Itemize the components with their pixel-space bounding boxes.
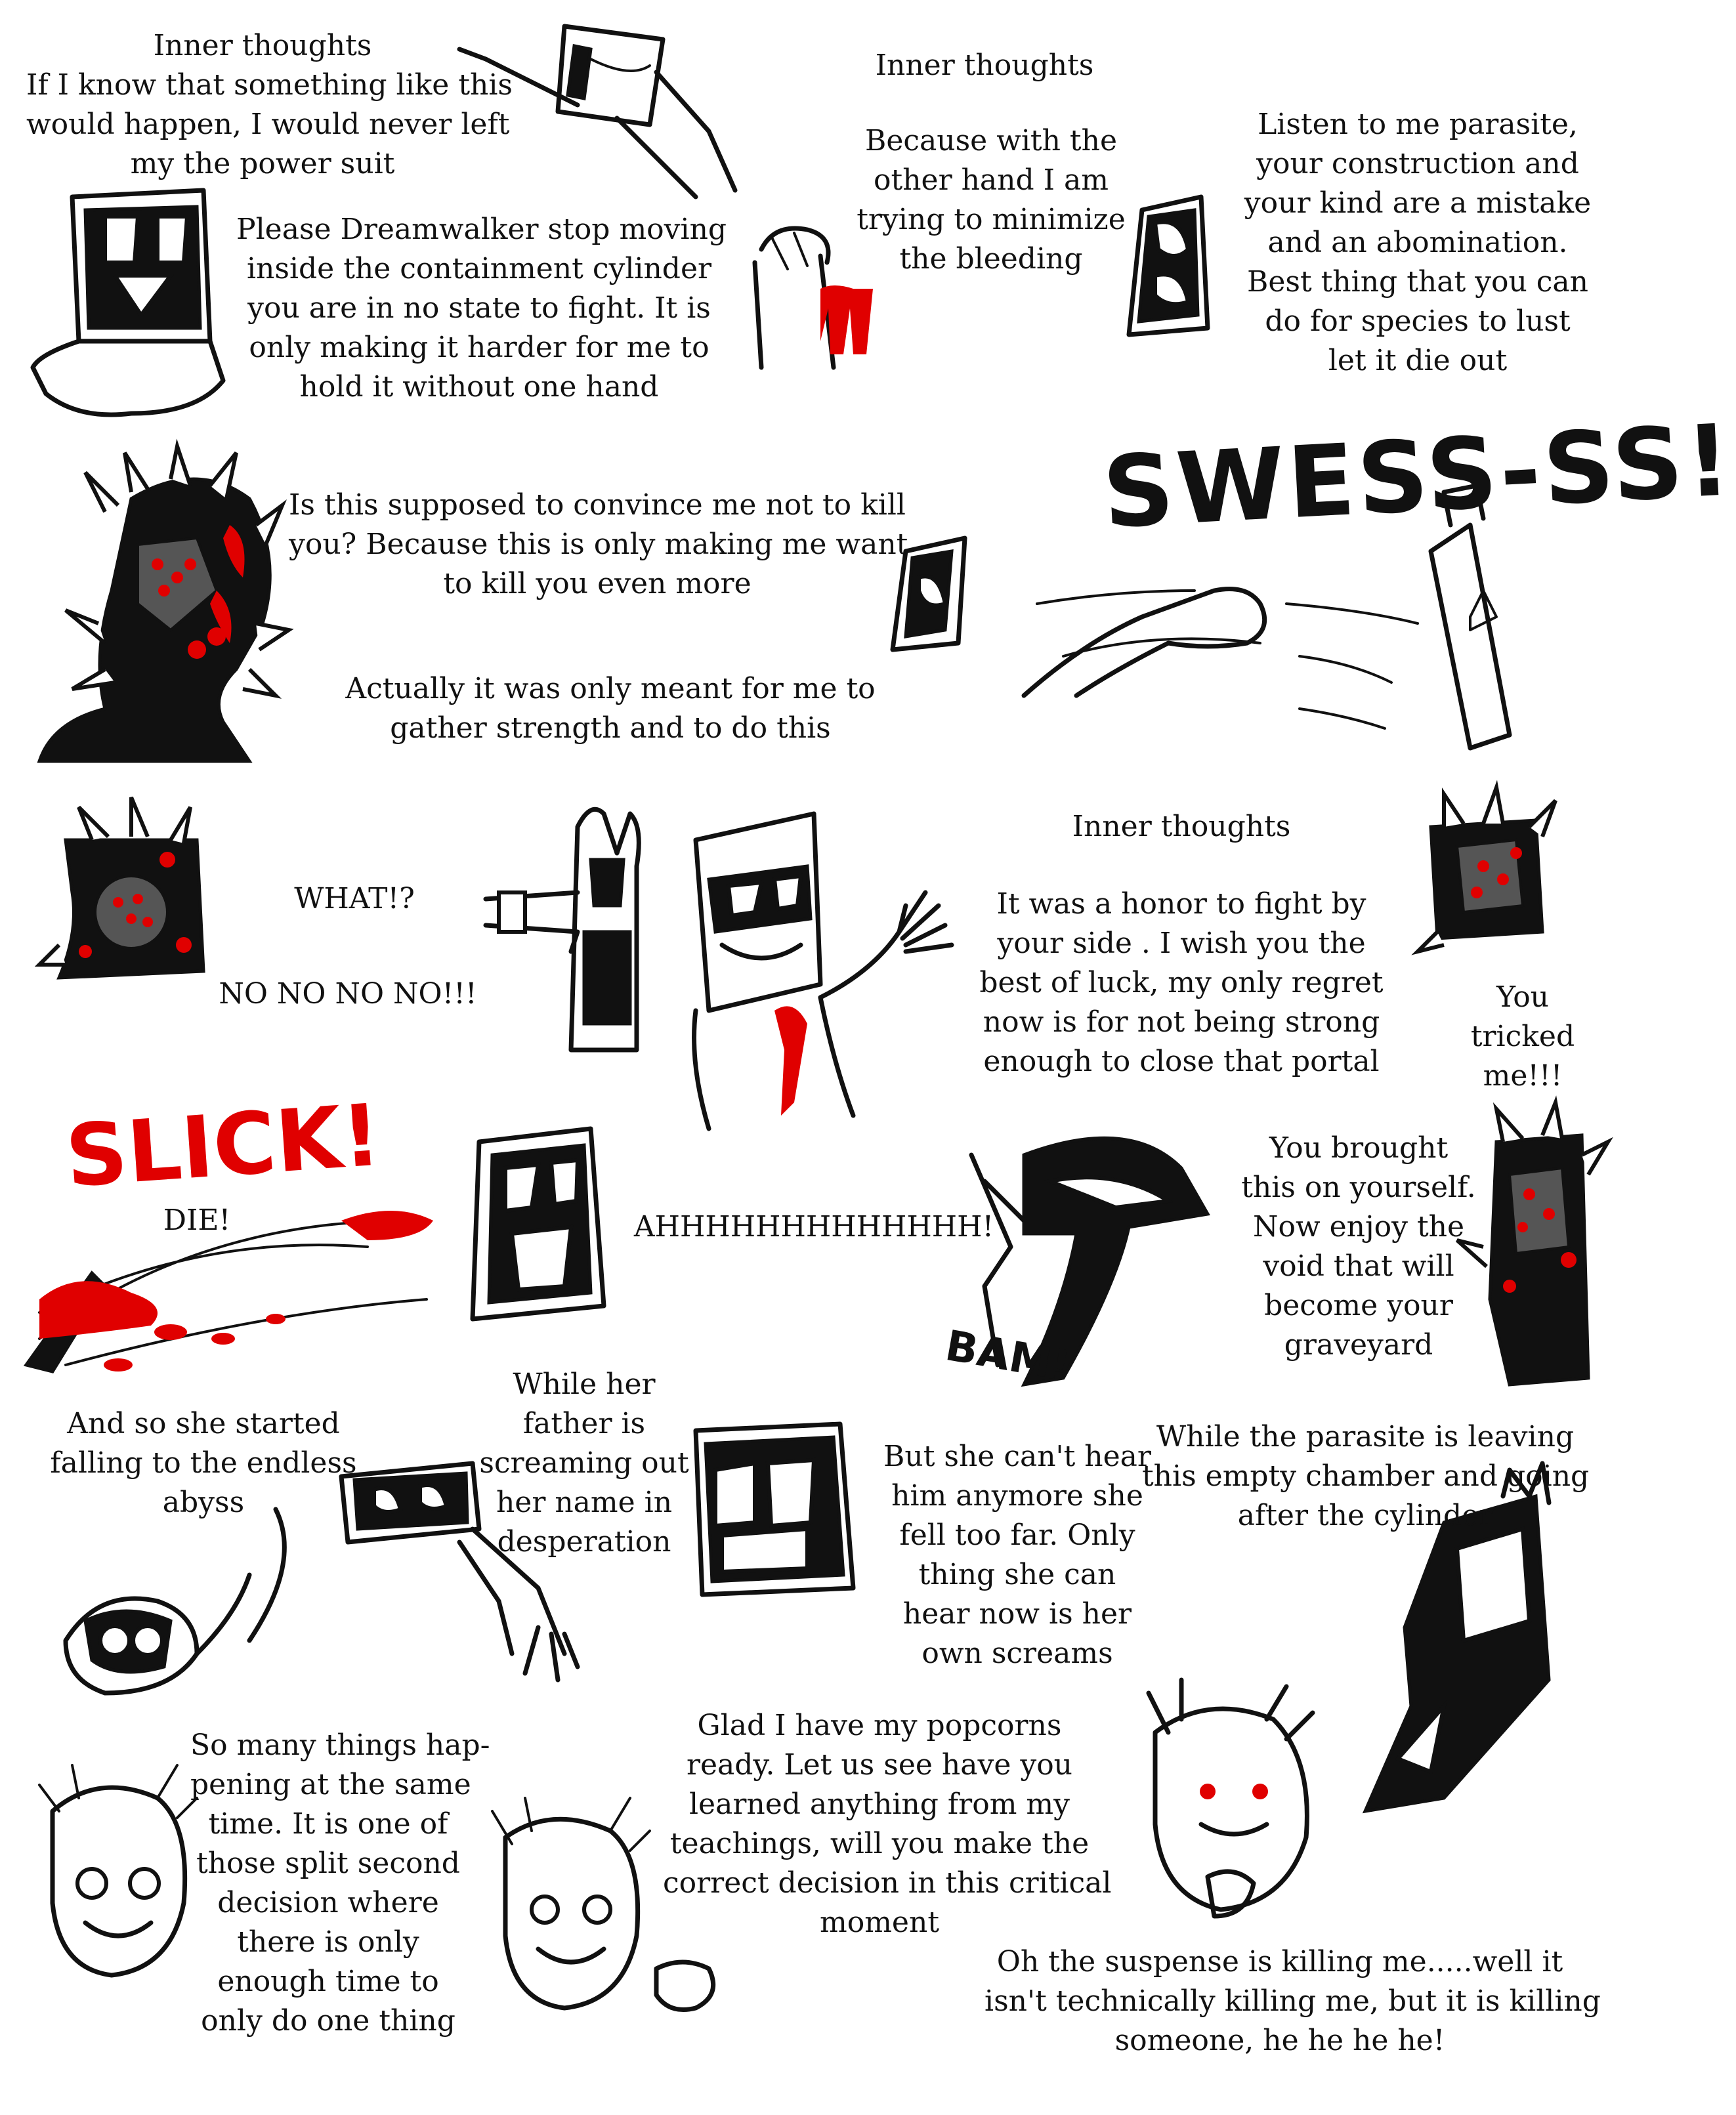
caption-line: WHAT!? [294, 882, 415, 915]
caption-line: DIE! [163, 1204, 231, 1237]
caption-line: do for species to lust [1265, 304, 1571, 338]
caption-line: you? Because this is only making me want [289, 528, 908, 561]
caption-line: after the cylinder [1237, 1499, 1493, 1532]
caption-line: AHHHHHHHHHHHHH! [633, 1210, 994, 1244]
caption-line: her name in [496, 1486, 673, 1519]
caption-so-many-things [190, 1726, 490, 2041]
caption-line: falling to the endless [50, 1446, 357, 1480]
caption-started-falling [46, 1404, 361, 1522]
caption-line: Inner thoughts [875, 49, 1094, 82]
caption-line: own screams [921, 1637, 1113, 1670]
caption-line: and an abomination. [1267, 226, 1568, 259]
caption-convince-me [289, 486, 906, 604]
caption-line: You brought [1269, 1131, 1449, 1165]
caption-line: inside the containment cylinder [246, 252, 712, 285]
caption-line: him anymore she [891, 1479, 1143, 1513]
caption-line: correct decision in this critical [663, 1866, 1112, 1900]
caption-line: there is only [237, 1925, 419, 1959]
caption-line: screaming out [479, 1446, 689, 1480]
caption-line: the bleeding [899, 242, 1083, 276]
caption-other-hand [853, 121, 1129, 279]
caption-line: Actually it was only meant for me to [345, 672, 876, 705]
caption-line: NO NO NO NO!!! [219, 977, 477, 1011]
caption-father-screaming [473, 1365, 696, 1562]
ghost-head-top-left [33, 190, 223, 415]
caption-line: this empty chamber and going [1142, 1459, 1590, 1493]
caption-no-no-no [210, 974, 486, 1014]
caption-line: hold it without one hand [299, 370, 659, 404]
sfx-swess: SWESS-SS! [1100, 403, 1736, 551]
caption-brought-this [1227, 1129, 1490, 1365]
caption-listen-parasite [1234, 105, 1601, 381]
caption-line: Best thing that you can [1246, 265, 1588, 299]
caption-honor-to-fight [971, 885, 1391, 1081]
caption-line: teachings, will you make the [669, 1827, 1090, 1860]
caption-line: only making it harder for me to [249, 331, 709, 364]
sfx-bam: BAM! [942, 1321, 1074, 1392]
ghost-face-profile [1129, 197, 1208, 335]
ghost-waving-wounded [694, 814, 952, 1129]
caption-line: your construction and [1256, 147, 1579, 180]
caption-line: While the parasite is leaving [1156, 1420, 1575, 1454]
caption-popcorns [663, 1706, 1112, 1942]
caption-line: Inner thoughts [153, 29, 372, 62]
caption-line: father is [522, 1407, 646, 1440]
ghost-screaming [473, 1129, 604, 1319]
caption-what [249, 879, 459, 919]
devil-girl-red-eyes [1149, 1680, 1313, 1916]
caption-line: to kill you even more [443, 567, 752, 600]
caption-line: While her [513, 1368, 656, 1401]
caption-line: void that will [1263, 1249, 1454, 1283]
caption-suspense [984, 1942, 1601, 2061]
caption-line: enough to close that portal [983, 1045, 1380, 1078]
caption-line: It was a honor to fight by [996, 887, 1366, 921]
caption-line: become your [1264, 1289, 1453, 1322]
caption-line: let it die out [1328, 344, 1508, 377]
caption-line: You [1496, 980, 1550, 1014]
caption-you-tricked-me [1444, 978, 1601, 1096]
caption-line: this on yourself. [1241, 1171, 1476, 1204]
caption-line: hear now is her [902, 1597, 1132, 1631]
caption-line: someone, he he he he! [1114, 2024, 1445, 2057]
caption-line: me!!! [1483, 1059, 1563, 1093]
caption-line: Glad I have my popcorns [697, 1709, 1062, 1742]
caption-line: moment [820, 1906, 939, 1939]
caption-line: pening at the same [190, 1768, 471, 1801]
caption-line: would happen, I would never left [26, 108, 510, 141]
caption-line: If I know that something like this [26, 68, 513, 102]
caption-line: fell too far. Only [899, 1518, 1135, 1552]
grinning-girl-left [39, 1765, 197, 1975]
caption-line: gather strength and to do this [390, 711, 831, 745]
caption-line: isn't technically killing me, but it is killing [984, 1984, 1601, 2018]
caption-line: And so she started [67, 1407, 340, 1440]
caption-line: abyss [162, 1486, 245, 1519]
caption-line: other hand I am [874, 163, 1109, 197]
caption-line: Is this supposed to convince me not to kill [289, 488, 906, 522]
falling-girl [66, 1509, 284, 1693]
flaming-cylinder [486, 809, 639, 1050]
caption-line: ready. Let us see have you [686, 1748, 1073, 1782]
caption-inner-thoughts-1 [26, 26, 513, 184]
caption-line: enough time to [217, 1965, 439, 1998]
caption-line: thing she can [918, 1558, 1116, 1591]
caption-line: best of luck, my only regret [979, 966, 1384, 999]
caption-inner-thoughts-2 [853, 46, 1116, 85]
caption-line: now is for not being strong [983, 1005, 1380, 1039]
caption-ahhh [617, 1207, 1011, 1247]
caption-die [131, 1201, 263, 1240]
caption-line: you are in no state to fight. It is [247, 291, 711, 325]
parasite-closeup-eye [39, 797, 203, 978]
caption-please-dreamwalker [236, 210, 727, 407]
caption-line: your kind are a mistake [1244, 186, 1592, 220]
caption-line: So many things hap- [190, 1728, 490, 1762]
caption-line: desperation [497, 1525, 671, 1559]
caption-line: graveyard [1284, 1328, 1433, 1362]
sfx-slick: SLICK! [62, 1085, 384, 1207]
caption-line: Inner thoughts [1072, 810, 1291, 843]
falling-cylinder-face [696, 1424, 853, 1595]
caption-line: Because with the [865, 124, 1117, 157]
caption-line: time. It is one of [208, 1807, 448, 1841]
caption-line: decision where [217, 1886, 439, 1919]
caption-line: Now enjoy the [1252, 1210, 1465, 1244]
caption-line: tricked [1470, 1020, 1575, 1053]
caption-line: Oh the suspense is killing me.....well it [996, 1945, 1563, 1979]
caption-line: learned anything from my [688, 1788, 1070, 1821]
caption-parasite-leaving [1142, 1417, 1588, 1536]
caption-gather-strength [341, 669, 879, 748]
caption-line: those split second [196, 1847, 460, 1880]
caption-line: your side . I wish you the [997, 927, 1366, 960]
caption-line: But she can't hear [883, 1440, 1151, 1473]
caption-cant-hear [873, 1437, 1162, 1673]
parasite-angry-right [1418, 787, 1556, 952]
caption-inner-thoughts-3 [1050, 807, 1313, 847]
caption-line: trying to minimize [857, 203, 1126, 236]
caption-line: Please Dreamwalker stop moving [236, 213, 727, 246]
caption-line: only do one thing [201, 2004, 455, 2038]
caption-line: Listen to me parasite, [1258, 108, 1578, 141]
parasite-monster [39, 446, 289, 761]
caption-line: my the power suit [130, 147, 395, 180]
